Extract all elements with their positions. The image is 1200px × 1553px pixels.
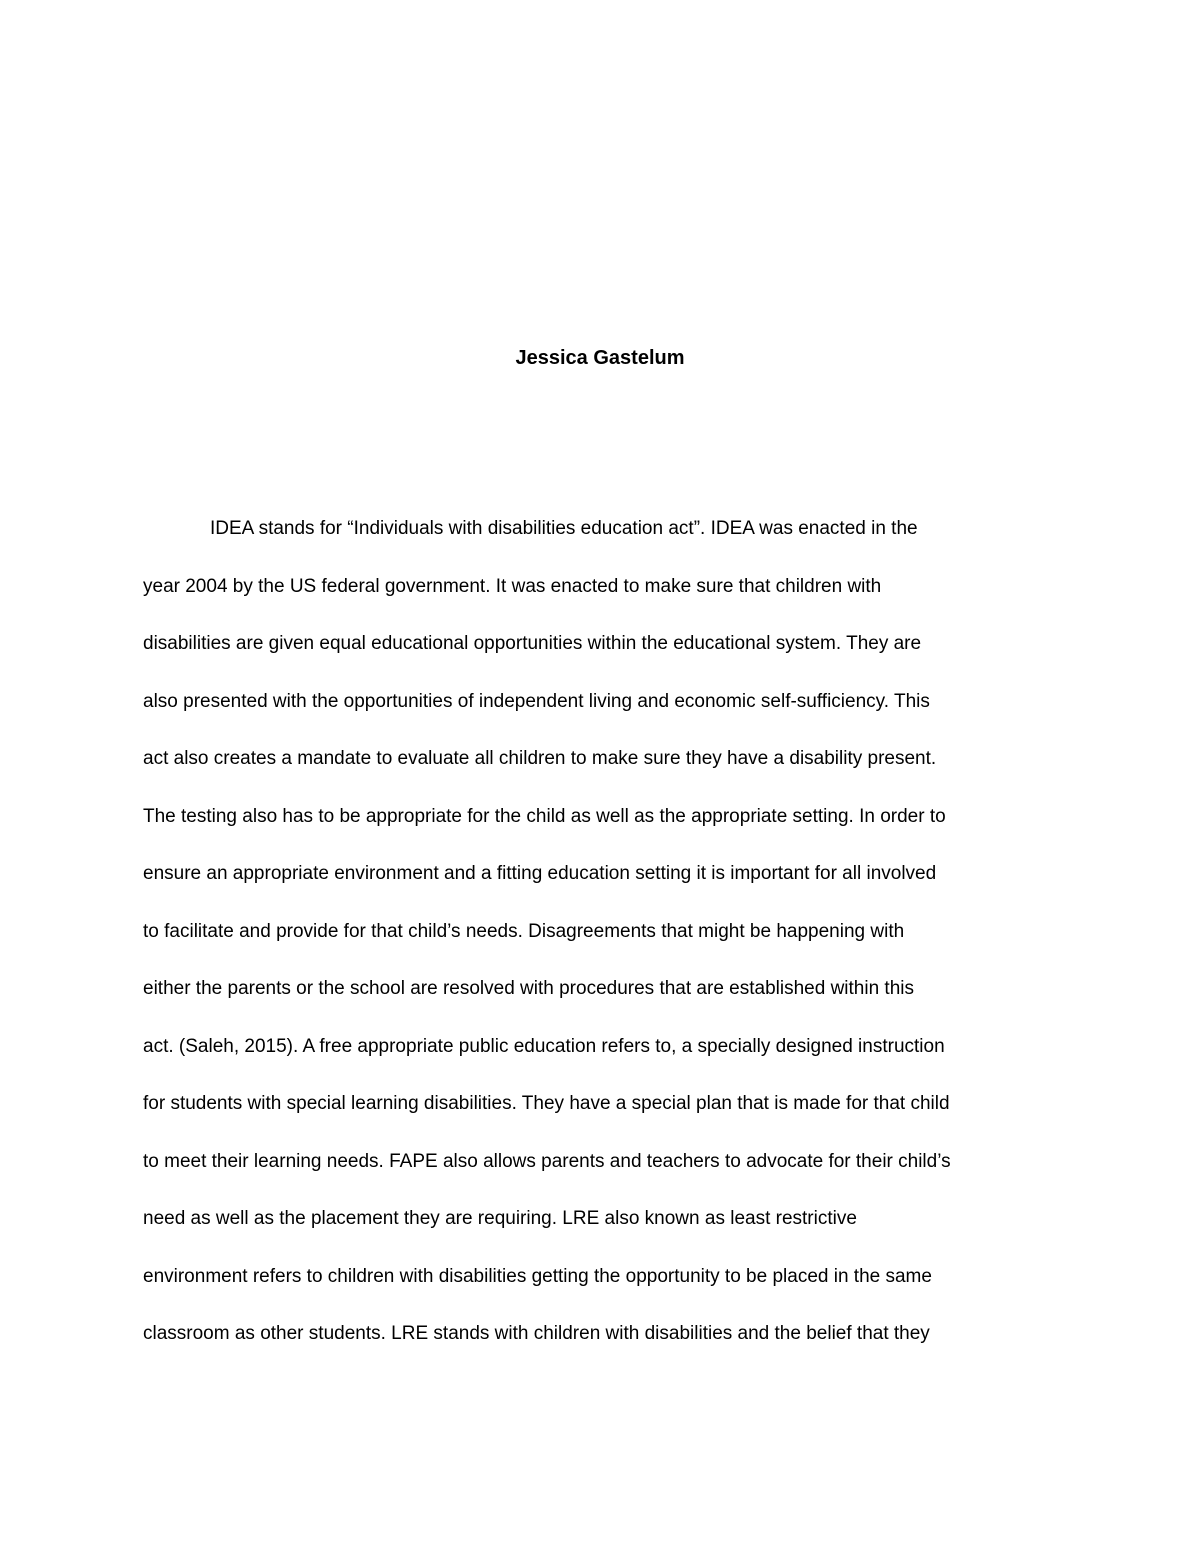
author-name: Jessica Gastelum <box>515 347 685 369</box>
paragraph-line: act. (Saleh, 2015). A free appropriate public education refers to, a specially designed instruction <box>143 1035 945 1057</box>
body-paragraph <box>143 513 1073 1376</box>
paragraph-line: year 2004 by the US federal government. It was enacted to make sure that children with <box>143 575 882 597</box>
paragraph-line: IDEA stands for “Individuals with disabilities education act”. IDEA was enacted in the <box>210 518 918 539</box>
paragraph-line: either the parents or the school are resolved with procedures that are established within this <box>143 978 914 999</box>
paragraph-line: to meet their learning needs. FAPE also allows parents and teachers to advocate for their child’s <box>143 1150 951 1172</box>
paragraph-line: for students with special learning disabilities. They have a special plan that is made for that child <box>143 1093 950 1114</box>
paragraph-line: need as well as the placement they are requiring. LRE also known as least restrictive <box>143 1208 857 1229</box>
paragraph-line: The testing also has to be appropriate for the child as well as the appropriate setting. In order to <box>143 805 946 827</box>
paragraph-line: to facilitate and provide for that child’s needs. Disagreements that might be happening with <box>143 920 905 942</box>
paragraph-line: disabilities are given equal educational opportunities within the educational system. They are <box>143 633 922 654</box>
paragraph-line: act also creates a mandate to evaluate all children to make sure they have a disability present. <box>143 748 937 769</box>
paragraph-line: ensure an appropriate environment and a fitting education setting it is important for all involved <box>143 863 937 884</box>
paragraph-line: environment refers to children with disabilities getting the opportunity to be placed in the same <box>143 1265 932 1287</box>
paragraph-line: also presented with the opportunities of independent living and economic self-sufficiency. This <box>143 690 930 712</box>
paragraph-line: classroom as other students. LRE stands with children with disabilities and the belief that they <box>143 1323 930 1344</box>
